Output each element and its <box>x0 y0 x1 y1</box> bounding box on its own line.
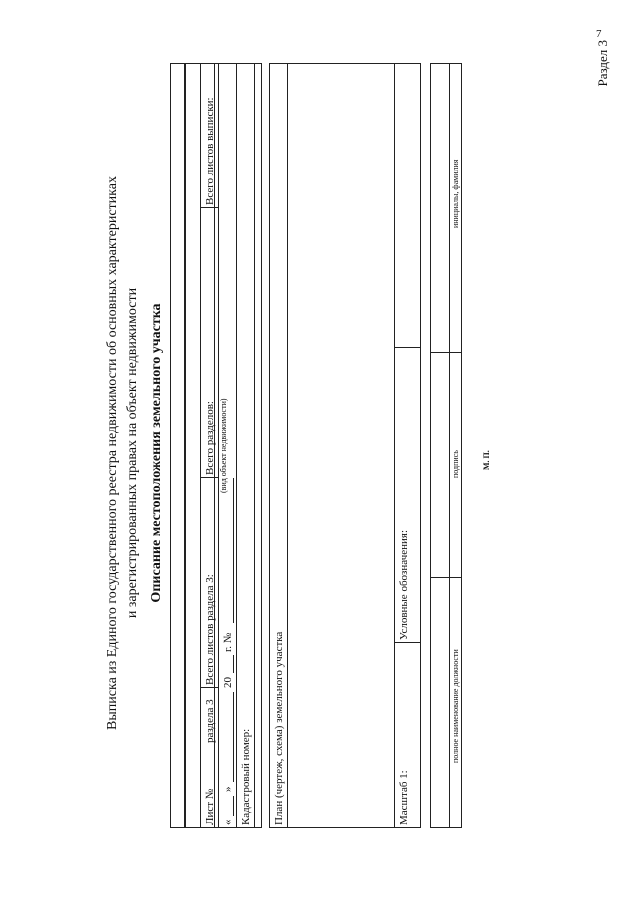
date-open: « <box>222 819 234 825</box>
total-sections-label: Всего разделов: <box>204 401 216 475</box>
cadastral-number-field[interactable] <box>254 63 262 828</box>
total-extract-sheets-label: Всего листов выписки: <box>204 97 216 205</box>
form-subtitle: Описание местоположения земельного участка <box>149 303 164 603</box>
date-close: » <box>222 786 234 792</box>
plan-label: План (чертеж, схема) земельного участка <box>273 631 285 825</box>
legend-label: Условные обозначения: <box>398 529 410 640</box>
object-type-box <box>170 63 185 828</box>
total-section-sheets-label: Всего листов раздела 3: <box>204 574 216 685</box>
sheet-number-label: Лист № <box>204 788 216 825</box>
year-suffix: г. № <box>222 632 234 652</box>
year-prefix: 20 <box>222 677 234 688</box>
section-sheet-label: раздела 3 <box>204 699 216 743</box>
title-line-2: и зарегистрированных правах на объект недвижимости <box>125 287 140 619</box>
page-number: 7 <box>596 28 602 40</box>
scale-label: Масштаб 1: <box>398 770 410 825</box>
stamp-label: М. П. <box>482 450 491 470</box>
plan-drawing-area[interactable] <box>288 64 394 827</box>
object-type-caption: (вид объект недвижимости) <box>219 398 228 493</box>
section-label: Раздел 3 <box>595 40 610 87</box>
cadastral-number-label: Кадастровый номер: <box>240 728 252 825</box>
name-caption: инициалы, фамилия <box>451 159 460 228</box>
rotated-form <box>5 58 635 848</box>
signature-caption: подпись <box>451 450 460 478</box>
position-caption: полное наименование должности <box>451 649 460 763</box>
title-line-1: Выписка из Единого государственного реестра недвижимости об основных характеристиках <box>105 176 120 730</box>
